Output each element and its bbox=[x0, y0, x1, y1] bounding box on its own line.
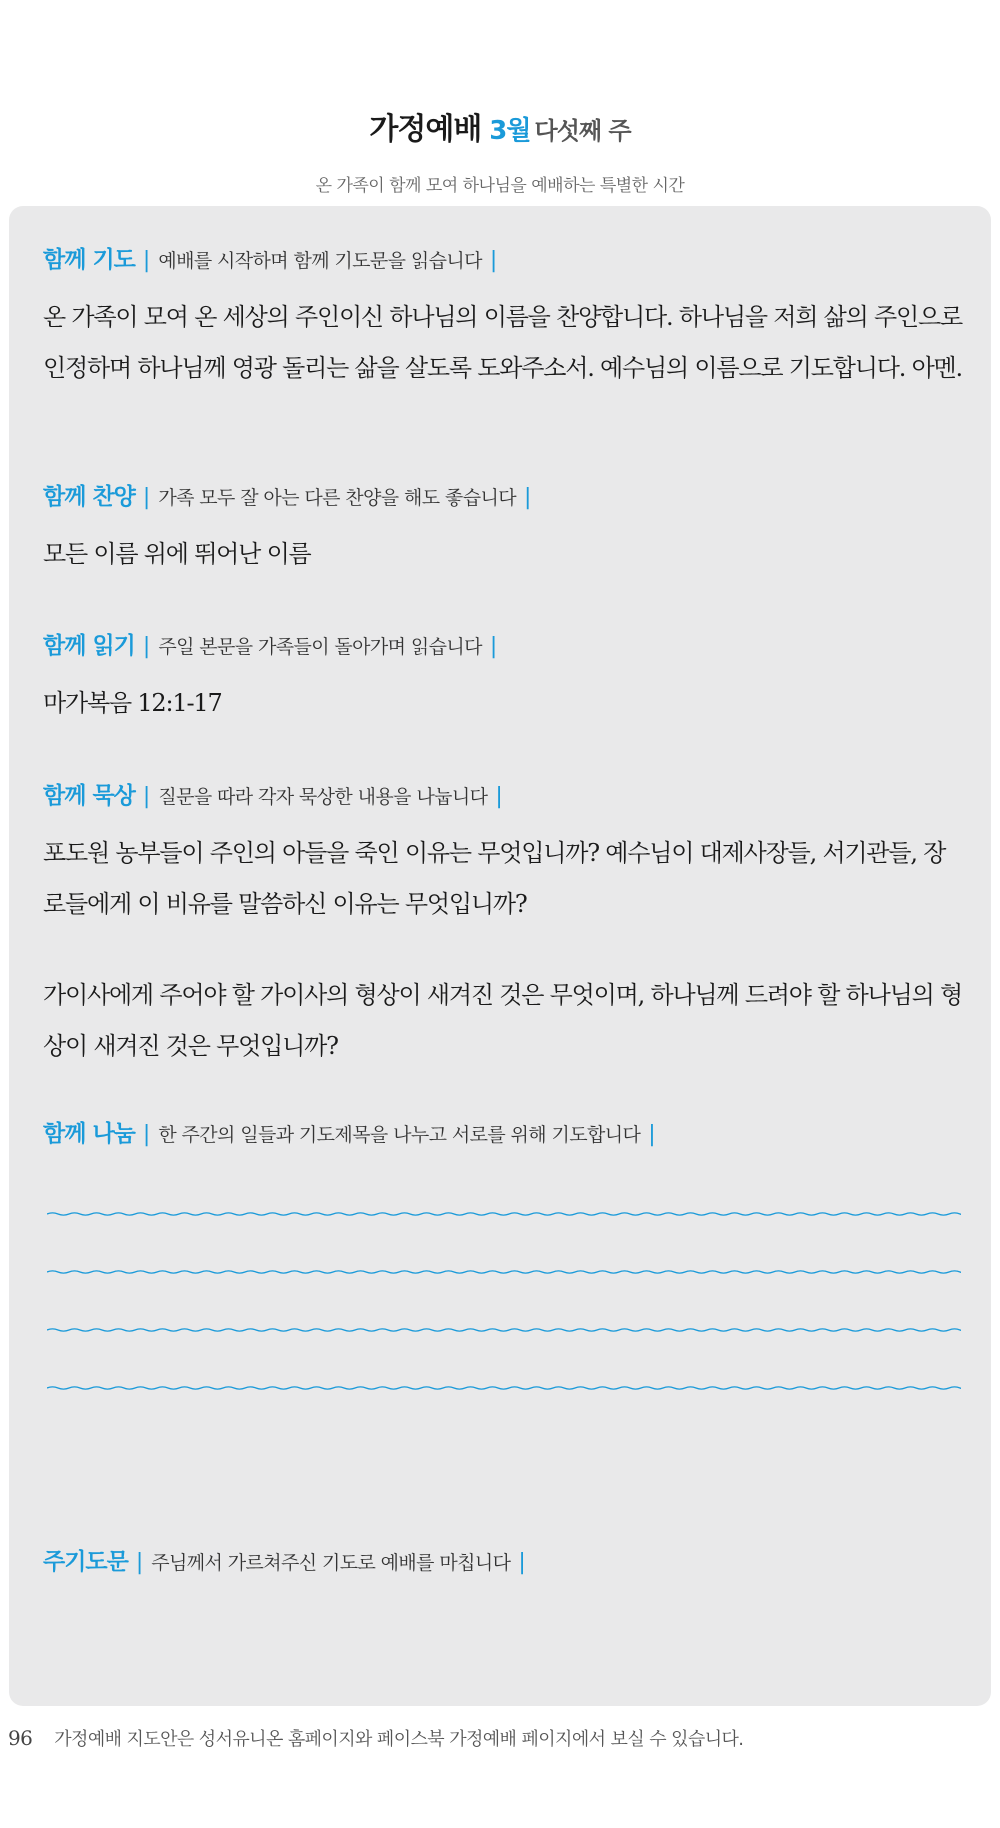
section-body: 온 가족이 모여 온 세상의 주인이신 하나님의 이름을 찬양합니다. 하나님을 저희 삶의 주인으로 인정하며 하나님께 영광 돌리는 삶을 살도록 도와주소서. 예수님의 이름으로 기도합니다. 아멘. bbox=[43, 303, 962, 382]
divider-bar: | bbox=[489, 248, 498, 273]
section-body: 모든 이름 위에 뛰어난 이름 bbox=[43, 540, 311, 568]
divider-bar: | bbox=[495, 784, 503, 809]
section-description: 가족 모두 잘 아는 다른 찬양을 해도 좋습니다 bbox=[158, 487, 516, 509]
divider-bar: | bbox=[142, 784, 151, 809]
divider-bar: | bbox=[142, 1122, 151, 1147]
page-header bbox=[0, 108, 1000, 196]
section-description: 한 주간의 일들과 기도제목을 나누고 서로를 위해 기도합니다 bbox=[158, 1124, 641, 1146]
section-description: 질문을 따라 각자 묵상한 내용을 나눕니다 bbox=[158, 786, 488, 808]
section-praise bbox=[43, 481, 963, 580]
writing-lines bbox=[47, 1206, 961, 1438]
writing-lines-svg bbox=[47, 1206, 961, 1438]
section-lords-prayer bbox=[43, 1546, 963, 1580]
section-description: 예배를 시작하며 함께 기도문을 읽습니다 bbox=[158, 250, 482, 272]
divider-bar: | bbox=[489, 634, 498, 659]
writing-line bbox=[47, 1271, 961, 1273]
worship-panel bbox=[9, 206, 991, 1706]
page-subtitle: 온 가족이 함께 모여 하나님을 예배하는 특별한 시간 bbox=[315, 176, 685, 196]
section-body: 가이사에게 주어야 할 가이사의 형상이 새겨진 것은 무엇이며, 하나님께 드려야 할 하나님의 형상이 새겨진 것은 무엇입니까? bbox=[43, 981, 962, 1060]
divider-bar: | bbox=[523, 485, 532, 510]
section-description: 주일 본문을 가족들이 돌아가며 읽습니다 bbox=[158, 636, 482, 658]
writing-line bbox=[47, 1329, 961, 1331]
writing-line bbox=[47, 1213, 961, 1215]
divider-bar: | bbox=[135, 1550, 144, 1575]
section-label: 함께 나눔 bbox=[43, 1121, 135, 1147]
title-main: 가정예배 bbox=[369, 112, 482, 147]
divider-bar: | bbox=[142, 248, 151, 273]
page-number: 96 bbox=[8, 1726, 33, 1750]
section-label: 함께 기도 bbox=[43, 247, 135, 273]
section-label: 함께 읽기 bbox=[43, 633, 135, 659]
section-meditation bbox=[43, 780, 963, 1072]
divider-bar: | bbox=[142, 485, 151, 510]
section-header bbox=[43, 630, 963, 664]
section-prayer bbox=[43, 244, 963, 394]
section-header bbox=[43, 1546, 963, 1580]
page-footer bbox=[8, 1725, 743, 1751]
footer-note: 가정예배 지도안은 성서유니온 홈페이지와 페이스북 가정예배 페이지에서 보실 수 있습니다. bbox=[54, 1729, 744, 1750]
section-label: 함께 찬양 bbox=[43, 484, 135, 510]
section-header bbox=[43, 481, 963, 515]
section-body: 마가복음 12:1-17 bbox=[43, 689, 222, 717]
section-body: 포도원 농부들이 주인의 아들을 죽인 이유는 무엇입니까? 예수님이 대제사장들, 서기관들, 장로들에게 이 비유를 말씀하신 이유는 무엇입니까? bbox=[43, 839, 946, 918]
title-week: 다섯째 주 bbox=[534, 117, 631, 145]
section-description: 주님께서 가르쳐주신 기도로 예배를 마칩니다 bbox=[151, 1552, 511, 1574]
section-header bbox=[43, 1118, 963, 1152]
page-title bbox=[0, 108, 1000, 153]
section-header bbox=[43, 780, 963, 814]
divider-bar: | bbox=[518, 1550, 526, 1575]
divider-bar: | bbox=[648, 1122, 656, 1147]
section-label: 주기도문 bbox=[43, 1549, 128, 1575]
writing-line bbox=[47, 1387, 961, 1389]
section-sharing bbox=[43, 1118, 963, 1152]
section-header bbox=[43, 244, 963, 278]
title-month: 3월 bbox=[489, 116, 531, 146]
section-reading bbox=[43, 630, 963, 729]
divider-bar: | bbox=[142, 634, 151, 659]
section-label: 함께 묵상 bbox=[43, 783, 135, 809]
